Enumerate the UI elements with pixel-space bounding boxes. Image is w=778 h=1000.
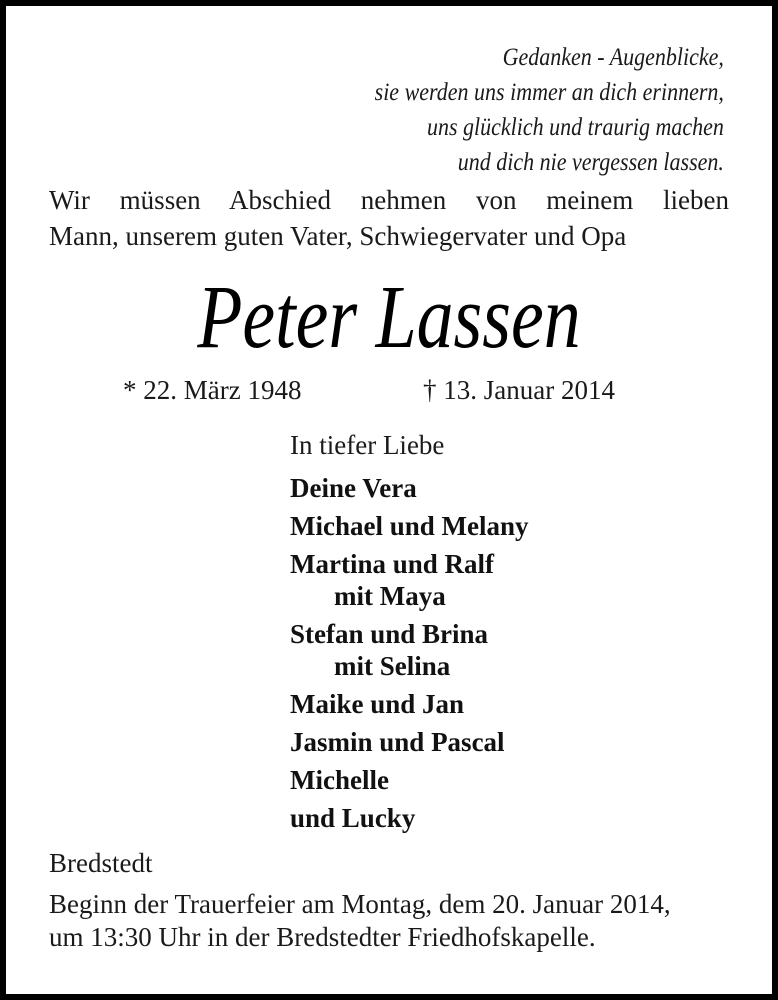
family-entry bbox=[290, 726, 529, 758]
farewell-intro bbox=[49, 182, 729, 254]
family-child: mit Selina bbox=[334, 651, 451, 681]
family-entry bbox=[290, 764, 529, 796]
service-line-1: Beginn der Trauerfeier am Montag, dem 20. Januar 2014, bbox=[49, 889, 671, 919]
death-date: † 13. Januar 2014 bbox=[423, 375, 615, 405]
family-member: und Lucky bbox=[290, 803, 416, 833]
family-member: Martina und Ralf bbox=[290, 549, 495, 579]
obituary-notice bbox=[6, 6, 772, 994]
family-member: Michelle bbox=[290, 765, 389, 795]
family-list bbox=[290, 472, 529, 840]
poem-line: und dich nie vergessen lassen. bbox=[457, 149, 724, 176]
birth-date: * 22. März 1948 bbox=[123, 375, 302, 405]
family-entry bbox=[290, 548, 529, 612]
family-entry bbox=[290, 472, 529, 504]
family-member: Stefan und Brina bbox=[290, 619, 489, 649]
family-entry bbox=[290, 688, 529, 720]
poem-line: sie werden uns immer an dich erinnern, bbox=[374, 79, 724, 106]
intro-line-2: Mann, unserem guten Vater, Schwiegervater und Opa bbox=[49, 221, 627, 251]
family-entry bbox=[290, 802, 529, 834]
funeral-service-info bbox=[49, 888, 671, 954]
family-member: Michael und Melany bbox=[290, 511, 529, 541]
poem-line: Gedanken - Augenblicke, bbox=[502, 44, 724, 71]
family-member: Deine Vera bbox=[290, 473, 417, 503]
family-child: mit Maya bbox=[334, 581, 446, 611]
place-name: Bredstedt bbox=[49, 848, 153, 878]
family-member: Maike und Jan bbox=[290, 689, 465, 719]
memorial-poem bbox=[375, 40, 724, 180]
family-member: Jasmin und Pascal bbox=[290, 727, 505, 757]
intro-line-1: Wir müssen Abschied nehmen von meinem lieben bbox=[49, 185, 729, 215]
poem-line: uns glücklich und traurig machen bbox=[427, 114, 724, 141]
service-line-2: um 13:30 Uhr in der Bredstedter Friedhofskapelle. bbox=[49, 922, 596, 952]
family-entry bbox=[290, 510, 529, 542]
deceased-name: Peter Lassen bbox=[197, 268, 581, 367]
closing-phrase: In tiefer Liebe bbox=[290, 430, 445, 460]
family-entry bbox=[290, 618, 529, 682]
